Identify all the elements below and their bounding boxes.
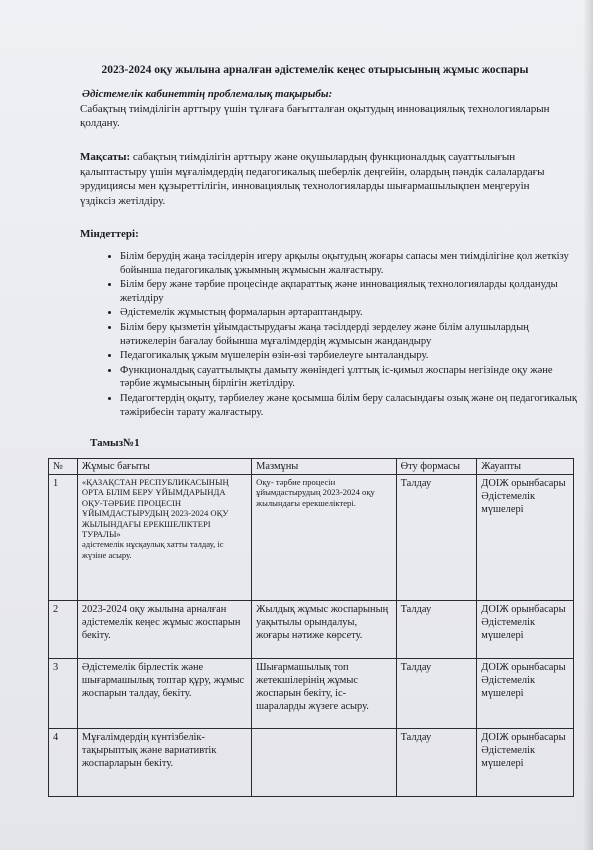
cell-num: 3: [49, 659, 78, 729]
task-item: • Функционалдық сауаттылықты дамыту жөніндегі ұлттық іс-қимыл жоспары негізінде оқу және тәрбие жұмысының бірлігін жетілдіру.: [120, 364, 580, 391]
cell-responsible: ДОІЖ орынбасары Әдістемелік мүшелері: [477, 601, 574, 659]
header-content: Мазмұны: [252, 459, 396, 475]
table-row: [49, 601, 574, 659]
cell-content: Жылдық жұмыс жоспарының уақытылы орындалуы, жоғары нәтиже көрсету.: [252, 601, 396, 659]
tasks-list: [100, 250, 580, 420]
cell-form: Талдау: [396, 601, 477, 659]
direction-note: әдістемелік нұсқаулық хатты талдау, іс жүзіне асыру.: [81, 539, 224, 560]
task-item: • Білім беру және тәрбие процесінде ақпараттық және инновациялық технологияларды қолдануды жетілдіру: [120, 278, 580, 305]
header-responsible: Жауапты: [477, 459, 574, 475]
cell-content: Оқу- тәрбие процесін ұйымдастырудың 2023-2024 оқу жылындағы ерекшеліктері.: [252, 475, 396, 601]
cell-form: Талдау: [396, 475, 477, 601]
document-title: 2023-2024 оқу жылына арналған әдістемелік кеңес отырысының жұмыс жоспары: [101, 64, 529, 76]
table-row: [49, 475, 574, 601]
cell-direction: 2023-2024 оқу жылына арналған әдістемелік кеңес жұмыс жоспарын бекіту.: [77, 601, 251, 659]
purpose-paragraph: [80, 150, 560, 208]
cell-form: Талдау: [396, 729, 477, 797]
month-label: Тамыз№1: [90, 437, 140, 449]
task-item: • Білім беру қызметін ұйымдастырудағы жаңа тәсілдерді зерделеу және білім алушылардың нәтижелерін бағалау бойынша мұғалімдердің жұмысын жандандыру: [120, 321, 580, 348]
cell-responsible: ДОІЖ орынбасары Әдістемелік мүшелері: [477, 475, 574, 601]
task-item: • Педагогтердің оқыту, тәрбиелеу және қосымша білім беру саласындағы озық және оң педагогикалық тәжірибесін тарату жалғастыру.: [120, 392, 580, 419]
cell-responsible: ДОІЖ орынбасары Әдістемелік мүшелері: [477, 729, 574, 797]
cell-content: [252, 729, 396, 797]
work-plan-table: [48, 458, 574, 797]
cell-direction: Әдістемелік бірлестік және шығармашылық топтар құру, жұмыс жоспарын талдау, бекіту.: [77, 659, 251, 729]
table-header-row: [49, 459, 574, 475]
tasks-heading: Міндеттері:: [80, 228, 139, 240]
cell-num: 4: [49, 729, 78, 797]
purpose-label: Мақсаты:: [80, 151, 131, 163]
cell-responsible: ДОІЖ орынбасары Әдістемелік мүшелері: [477, 659, 574, 729]
header-form: Өту формасы: [396, 459, 477, 475]
purpose-text: сабақтың тиімділігін арттыру және оқушылардың функционалдық сауаттылығын қалыптастыру үшін мұғалімдердің педагогикалық шеберлік деңгейін, олардың пәндік салалардағы эрудициясы мен құзыреттілігін, инновациялық технологияларды шығармашылықпен меңгеруін үздіксіз жетілдіру.: [80, 151, 545, 207]
cell-num: 2: [49, 601, 78, 659]
task-item: • Педагогикалық ұжым мүшелерін өзін-өзі тәрбиелеуге ынталандыру.: [120, 349, 580, 363]
topic-heading: Әдістемелік кабинеттің проблемалық тақырыбы:: [82, 88, 333, 100]
task-item: • Әдістемелік жұмыстың формаларын әртараптандыру.: [120, 306, 580, 320]
cell-direction: Мұғалімдердің күнтізбелік-тақырыптық және вариативтік жоспарларын бекіту.: [77, 729, 251, 797]
cell-form: Талдау: [396, 659, 477, 729]
direction-text: «ҚАЗАҚСТАН РЕСПУБЛИКАСЫНЫҢ ОРТА БІЛІМ БЕРУ ҰЙЫМДАРЫНДА ОҚУ-ТӘРБИЕ ПРОЦЕСІН ҰЙЫМДАСТЫРУДЫҢ 2023-2024 ОҚУ ЖЫЛЫНДАҒЫ ЕРЕКШЕЛІКТЕРІ ТУРАЛЫ»: [81, 477, 229, 540]
cell-num: 1: [49, 475, 78, 601]
topic-text: Сабақтың тиімділігін арттыру үшін тұлғаға бағытталған оқытудың инновациялық технологияларын қолдану.: [80, 103, 550, 129]
table-row: [49, 659, 574, 729]
table-row: [49, 729, 574, 797]
cell-content: Шығармашылық топ жетекшілерінің жұмыс жоспарын бекіту, іс-шараларды жүзеге асыру.: [252, 659, 396, 729]
cell-direction: [77, 475, 251, 601]
header-num: №: [49, 459, 78, 475]
task-item: • Білім берудің жаңа тәсілдерін игеру арқылы оқытудың жоғары сапасы мен тиімділігіне қол жеткізу бойынша педагогикалық ұжымның жұмысын жалғастыру.: [120, 250, 580, 277]
header-direction: Жұмыс бағыты: [77, 459, 251, 475]
